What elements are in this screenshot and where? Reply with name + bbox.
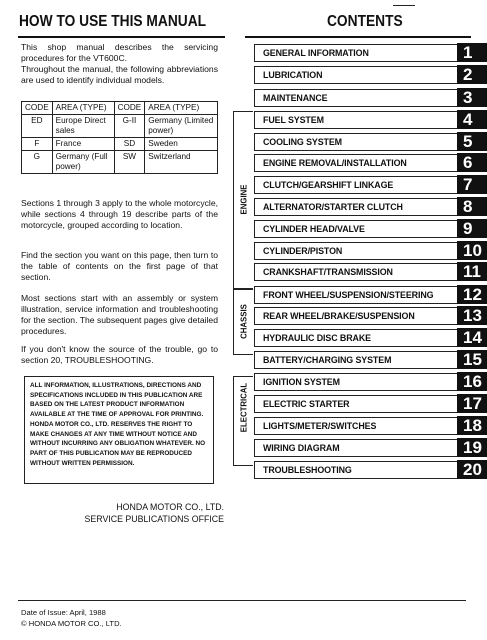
toc-label: ELECTRIC STARTER [263, 399, 350, 409]
toc-label: WIRING DIAGRAM [263, 443, 340, 453]
table-cell: G [22, 151, 53, 174]
table-header-cell: AREA (TYPE) [145, 102, 218, 115]
toc-label: BATTERY/CHARGING SYSTEM [263, 355, 392, 365]
section-tab-5[interactable]: 5 [457, 132, 487, 151]
table-cell: SD [114, 138, 145, 151]
toc-label: HYDRAULIC DISC BRAKE [263, 333, 371, 343]
intro-line-1: This shop manual describes the servicing procedures for the VT600C. [21, 42, 218, 63]
section-tab-18[interactable]: 18 [457, 416, 487, 435]
table-row [22, 151, 218, 174]
table-header-row [22, 102, 218, 115]
table-cell: F [22, 138, 53, 151]
toc-label: ALTERNATOR/STARTER CLUTCH [263, 202, 403, 212]
toc-label: ENGINE REMOVAL/INSTALLATION [263, 158, 407, 168]
chassis-group-label: CHASSIS [239, 304, 249, 339]
intro-line-2: Throughout the manual, the following abbreviations are used to identify individual models. [21, 64, 218, 85]
toc-item-hydraulic-disc-brake[interactable] [254, 329, 472, 347]
toc-item-engine-removal-installation[interactable] [254, 154, 472, 172]
toc-item-cylinder-piston[interactable] [254, 242, 472, 260]
toc-item-ignition-system[interactable] [254, 373, 472, 391]
table-cell: France [52, 138, 114, 151]
toc-label: LIGHTS/METER/SWITCHES [263, 421, 377, 431]
table-cell: Switzerland [145, 151, 218, 174]
table-cell: G-II [114, 115, 145, 138]
section-tab-9[interactable]: 9 [457, 219, 487, 238]
toc-label: TROUBLESHOOTING [263, 465, 352, 475]
toc-label: CYLINDER HEAD/VALVE [263, 224, 365, 234]
toc-label: CRANKSHAFT/TRANSMISSION [263, 267, 393, 277]
toc-label: COOLING SYSTEM [263, 137, 342, 147]
section-tab-7[interactable]: 7 [457, 175, 487, 194]
toc-label: LUBRICATION [263, 70, 323, 80]
section-tab-15[interactable]: 15 [457, 350, 487, 369]
toc-item-crankshaft-transmission[interactable] [254, 263, 472, 281]
table-cell: Europe Direct sales [52, 115, 114, 138]
table-header-cell: CODE [22, 102, 53, 115]
issue-date: Date of Issue: April, 1988 [21, 608, 106, 617]
top-rule [393, 5, 415, 6]
intro-paragraph [21, 42, 218, 86]
electrical-group-label: ELECTRICAL [239, 382, 249, 433]
title-rule-right [245, 36, 471, 38]
table-cell: Sweden [145, 138, 218, 151]
section-tab-12[interactable]: 12 [457, 285, 487, 304]
copyright: © HONDA MOTOR CO., LTD. [21, 619, 122, 628]
section-tab-14[interactable]: 14 [457, 328, 487, 347]
section-tab-17[interactable]: 17 [457, 394, 487, 413]
table-row [22, 138, 218, 151]
model-code-table [21, 101, 218, 174]
table-cell: SW [114, 151, 145, 174]
manual-title: HOW TO USE THIS MANUAL [19, 13, 207, 30]
toc-label: FRONT WHEEL/SUSPENSION/STEERING [263, 290, 434, 300]
toc-label: CYLINDER/PISTON [263, 246, 343, 256]
toc-item-fuel-system[interactable] [254, 111, 472, 129]
section-tab-20[interactable]: 20 [457, 460, 487, 479]
table-cell: Germany (Limited power) [145, 115, 218, 138]
table-header-cell: AREA (TYPE) [52, 102, 114, 115]
section-tab-6[interactable]: 6 [457, 153, 487, 172]
section-tab-1[interactable]: 1 [457, 43, 487, 62]
section-tab-8[interactable]: 8 [457, 197, 487, 216]
toc-item-front-wheel-suspension-steering[interactable] [254, 286, 472, 304]
toc-label: MAINTENANCE [263, 93, 328, 103]
toc-item-wiring-diagram[interactable] [254, 439, 472, 457]
toc-item-cylinder-head-valve[interactable] [254, 220, 472, 238]
disclaimer-notice: ALL INFORMATION, ILLUSTRATIONS, DIRECTIONS AND SPECIFICATIONS INCLUDED IN THIS PUBLICATION ARE BASED ON THE LATEST PRODUCT INFORMATION AVAILABLE AT THE TIME OF APPROVAL FOR PRINTING. HONDA MOTOR CO., LTD. RESERVES THE RIGHT TO MAKE CHANGES AT ANY TIME WITHOUT NOTICE AND WITHOUT INCURRING ANY OBLIGATION WHATEVER. NO PART OF THIS PUBLICATION MAY BE REPRODUCED WITHOUT WRITTEN PERMISSION. [24, 376, 214, 484]
section-tab-2[interactable]: 2 [457, 65, 487, 84]
section-tab-10[interactable]: 10 [457, 241, 487, 260]
toc-item-troubleshooting[interactable] [254, 461, 472, 479]
contents-title: CONTENTS [327, 13, 403, 30]
sections-paragraph: Sections 1 through 3 apply to the whole motorcycle, while sections 4 through 19 describe parts of the motorcycle, grouped according to location. [21, 198, 218, 230]
toc-item-clutch-gearshift-linkage[interactable] [254, 176, 472, 194]
toc-item-general-information[interactable] [254, 44, 472, 62]
section-tab-13[interactable]: 13 [457, 306, 487, 325]
section-tab-4[interactable]: 4 [457, 110, 487, 129]
footer-rule [18, 600, 466, 601]
section-tab-16[interactable]: 16 [457, 372, 487, 391]
toc-label: CLUTCH/GEARSHIFT LINKAGE [263, 180, 394, 190]
toc-item-lights-meter-switches[interactable] [254, 417, 472, 435]
company-name: HONDA MOTOR CO., LTD. [116, 502, 224, 512]
toc-item-lubrication[interactable] [254, 66, 472, 84]
toc-label: FUEL SYSTEM [263, 115, 324, 125]
toc-item-maintenance[interactable] [254, 89, 472, 107]
toc-item-cooling-system[interactable] [254, 133, 472, 151]
section-tab-19[interactable]: 19 [457, 438, 487, 457]
table-cell: Germany (Full power) [52, 151, 114, 174]
toc-label: REAR WHEEL/BRAKE/SUSPENSION [263, 311, 415, 321]
section-tab-3[interactable]: 3 [457, 88, 487, 107]
toc-item-battery-charging-system[interactable] [254, 351, 472, 369]
troubleshooting-paragraph: If you don't know the source of the trouble, go to section 20, TROUBLESHOOTING. [21, 344, 218, 365]
table-row [22, 115, 218, 138]
title-rule-left [18, 36, 225, 38]
table-cell: ED [22, 115, 53, 138]
toc-item-rear-wheel-brake-suspension[interactable] [254, 307, 472, 325]
table-header-cell: CODE [114, 102, 145, 115]
toc-item-alternator-starter-clutch[interactable] [254, 198, 472, 216]
toc-label: GENERAL INFORMATION [263, 48, 369, 58]
publications-office: SERVICE PUBLICATIONS OFFICE [84, 514, 224, 524]
structure-paragraph: Most sections start with an assembly or system illustration, service information and troubleshooting for the section. The subsequent pages give detailed procedures. [21, 293, 218, 336]
toc-item-electric-starter[interactable] [254, 395, 472, 413]
section-tab-11[interactable]: 11 [457, 262, 487, 281]
engine-group-label: ENGINE [239, 184, 249, 215]
find-paragraph: Find the section you want on this page, then turn to the table of contents on the first page of that section. [21, 250, 218, 282]
toc-label: IGNITION SYSTEM [263, 377, 340, 387]
